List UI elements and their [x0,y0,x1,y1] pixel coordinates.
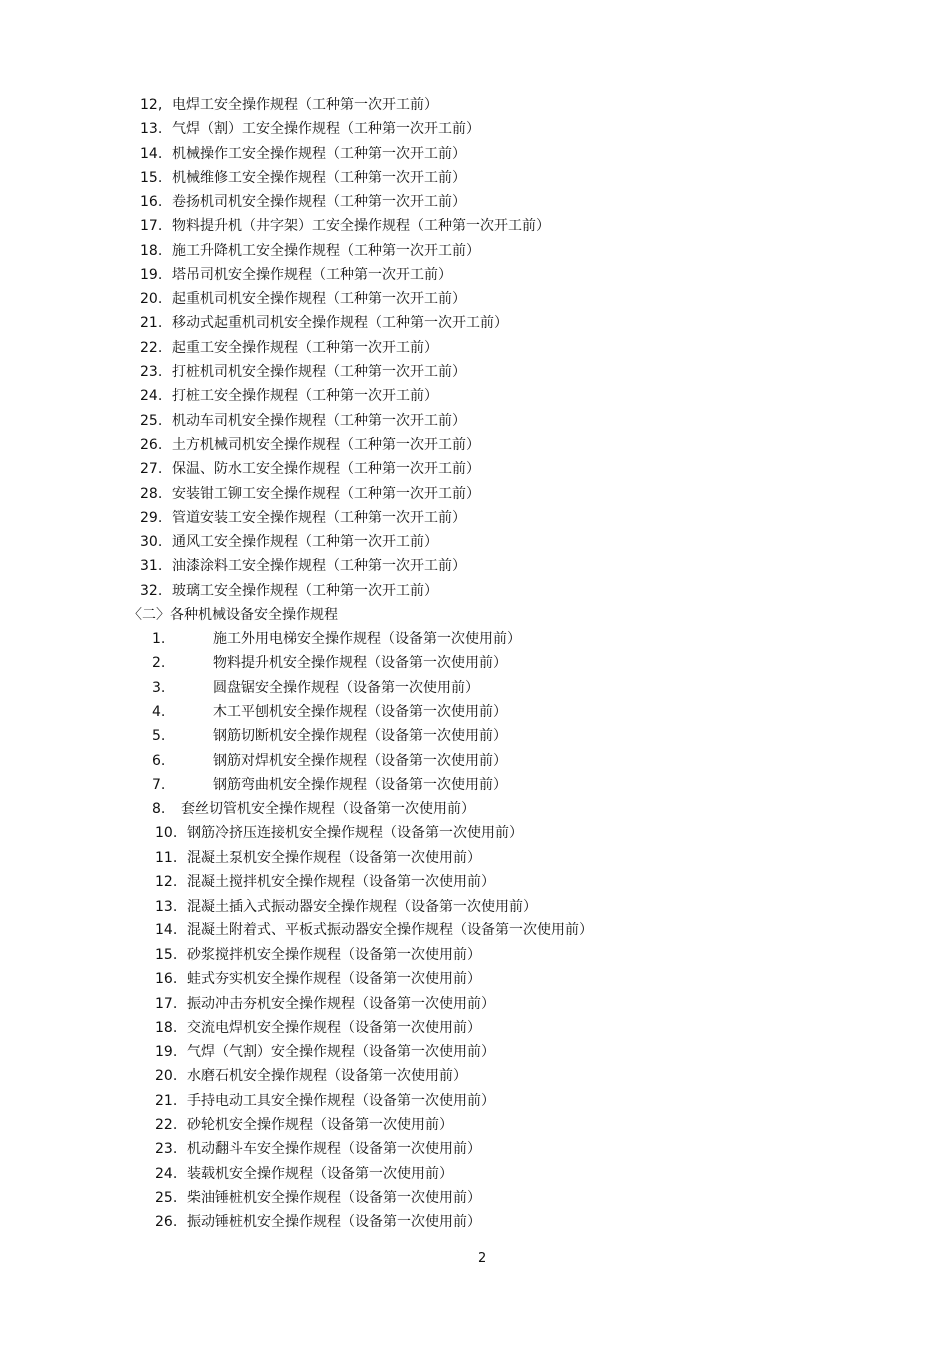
item-text: 施工升降机工安全操作规程（工种第一次开工前） [172,243,480,259]
item-text: 安装钳工铆工安全操作规程（工种第一次开工前） [172,486,480,502]
item-number: 20. [155,1068,178,1084]
item-text: 振动冲击夯机安全操作规程（设备第一次使用前） [187,996,495,1012]
item-number: 8. [152,801,166,817]
item-text: 振动锤桩机安全操作规程（设备第一次使用前） [187,1214,481,1230]
item-number: 24. [155,1166,178,1182]
item-number: 21. [140,315,163,331]
item-number: 19. [155,1044,178,1060]
item-number: 4. [152,704,166,720]
item-number: 32. [140,583,163,599]
item-number: 31. [140,558,163,574]
item-text: 打桩工安全操作规程（工种第一次开工前） [172,388,438,404]
item-text: 物料提升机安全操作规程（设备第一次使用前） [213,655,507,671]
item-text: 起重工安全操作规程（工种第一次开工前） [172,340,438,356]
item-text: 混凝土搅拌机安全操作规程（设备第一次使用前） [187,874,495,890]
item-text: 木工平刨机安全操作规程（设备第一次使用前） [213,704,507,720]
item-number: 26. [140,437,163,453]
item-number: 19. [140,267,163,283]
item-number: 18. [155,1020,178,1036]
item-number: 14. [140,146,163,162]
item-text: 蛙式夯实机安全操作规程（设备第一次使用前） [187,971,481,987]
item-number: 16. [155,971,178,987]
item-number: 18. [140,243,163,259]
section-heading: 〈二〉各种机械设备安全操作规程 [128,607,338,623]
item-text: 混凝土泵机安全操作规程（设备第一次使用前） [187,850,481,866]
item-text: 电焊工安全操作规程（工种第一次开工前） [172,97,438,113]
item-text: 钢筋对焊机安全操作规程（设备第一次使用前） [213,753,507,769]
item-text: 钢筋冷挤压连接机安全操作规程（设备第一次使用前） [187,825,523,841]
item-number: 22. [140,340,163,356]
item-number: 17. [155,996,178,1012]
item-text: 机械操作工安全操作规程（工种第一次开工前） [172,146,466,162]
item-text: 手持电动工具安全操作规程（设备第一次使用前） [187,1093,495,1109]
item-text: 气焊（割）工安全操作规程（工种第一次开工前） [172,121,480,137]
item-number: 12. [155,874,178,890]
item-text: 油漆涂料工安全操作规程（工种第一次开工前） [172,558,466,574]
item-text: 管道安装工安全操作规程（工种第一次开工前） [172,510,466,526]
item-number: 12, [140,97,163,113]
item-text: 卷扬机司机安全操作规程（工种第一次开工前） [172,194,466,210]
item-text: 水磨石机安全操作规程（设备第一次使用前） [187,1068,467,1084]
item-text: 柴油锤桩机安全操作规程（设备第一次使用前） [187,1190,481,1206]
item-number: 27. [140,461,163,477]
item-number: 25. [140,413,163,429]
item-text: 机动翻斗车安全操作规程（设备第一次使用前） [187,1141,481,1157]
item-number: 15. [155,947,178,963]
item-text: 钢筋切断机安全操作规程（设备第一次使用前） [213,728,507,744]
item-number: 5. [152,728,166,744]
item-number: 29. [140,510,163,526]
item-number: 13. [155,899,178,915]
page-number: 2 [478,1251,487,1266]
item-text: 钢筋弯曲机安全操作规程（设备第一次使用前） [213,777,507,793]
item-number: 23. [140,364,163,380]
item-text: 通风工安全操作规程（工种第一次开工前） [172,534,438,550]
item-text: 土方机械司机安全操作规程（工种第一次开工前） [172,437,480,453]
item-number: 10. [155,825,178,841]
item-number: 6. [152,753,166,769]
item-text: 打桩机司机安全操作规程（工种第一次开工前） [172,364,466,380]
item-text: 物料提升机（井字架）工安全操作规程（工种第一次开工前） [172,218,550,234]
item-number: 3. [152,680,166,696]
item-text: 移动式起重机司机安全操作规程（工种第一次开工前） [172,315,508,331]
item-number: 7. [152,777,166,793]
item-text: 砂浆搅拌机安全操作规程（设备第一次使用前） [187,947,481,963]
item-number: 14. [155,922,178,938]
item-text: 机械维修工安全操作规程（工种第一次开工前） [172,170,466,186]
item-number: 1. [152,631,166,647]
item-number: 28. [140,486,163,502]
item-text: 起重机司机安全操作规程（工种第一次开工前） [172,291,466,307]
item-number: 23. [155,1141,178,1157]
item-text: 套丝切管机安全操作规程（设备第一次使用前） [181,801,475,817]
item-number: 30. [140,534,163,550]
item-number: 13. [140,121,163,137]
item-number: 24. [140,388,163,404]
item-text: 塔吊司机安全操作规程（工种第一次开工前） [172,267,452,283]
item-text: 装载机安全操作规程（设备第一次使用前） [187,1166,453,1182]
item-number: 17. [140,218,163,234]
item-text: 砂轮机安全操作规程（设备第一次使用前） [187,1117,453,1133]
item-number: 11. [155,850,178,866]
item-text: 交流电焊机安全操作规程（设备第一次使用前） [187,1020,481,1036]
item-number: 15. [140,170,163,186]
item-number: 26. [155,1214,178,1230]
item-number: 2. [152,655,166,671]
item-text: 玻璃工安全操作规程（工种第一次开工前） [172,583,438,599]
item-number: 25. [155,1190,178,1206]
item-text: 混凝土附着式、平板式振动器安全操作规程（设备第一次使用前） [187,922,593,938]
item-text: 圆盘锯安全操作规程（设备第一次使用前） [213,680,479,696]
item-text: 机动车司机安全操作规程（工种第一次开工前） [172,413,466,429]
item-text: 混凝土插入式振动器安全操作规程（设备第一次使用前） [187,899,537,915]
item-number: 16. [140,194,163,210]
item-number: 21. [155,1093,178,1109]
item-text: 施工外用电梯安全操作规程（设备第一次使用前） [213,631,521,647]
item-number: 22. [155,1117,178,1133]
item-text: 气焊（气割）安全操作规程（设备第一次使用前） [187,1044,495,1060]
item-number: 20. [140,291,163,307]
item-text: 保温、防水工安全操作规程（工种第一次开工前） [172,461,480,477]
